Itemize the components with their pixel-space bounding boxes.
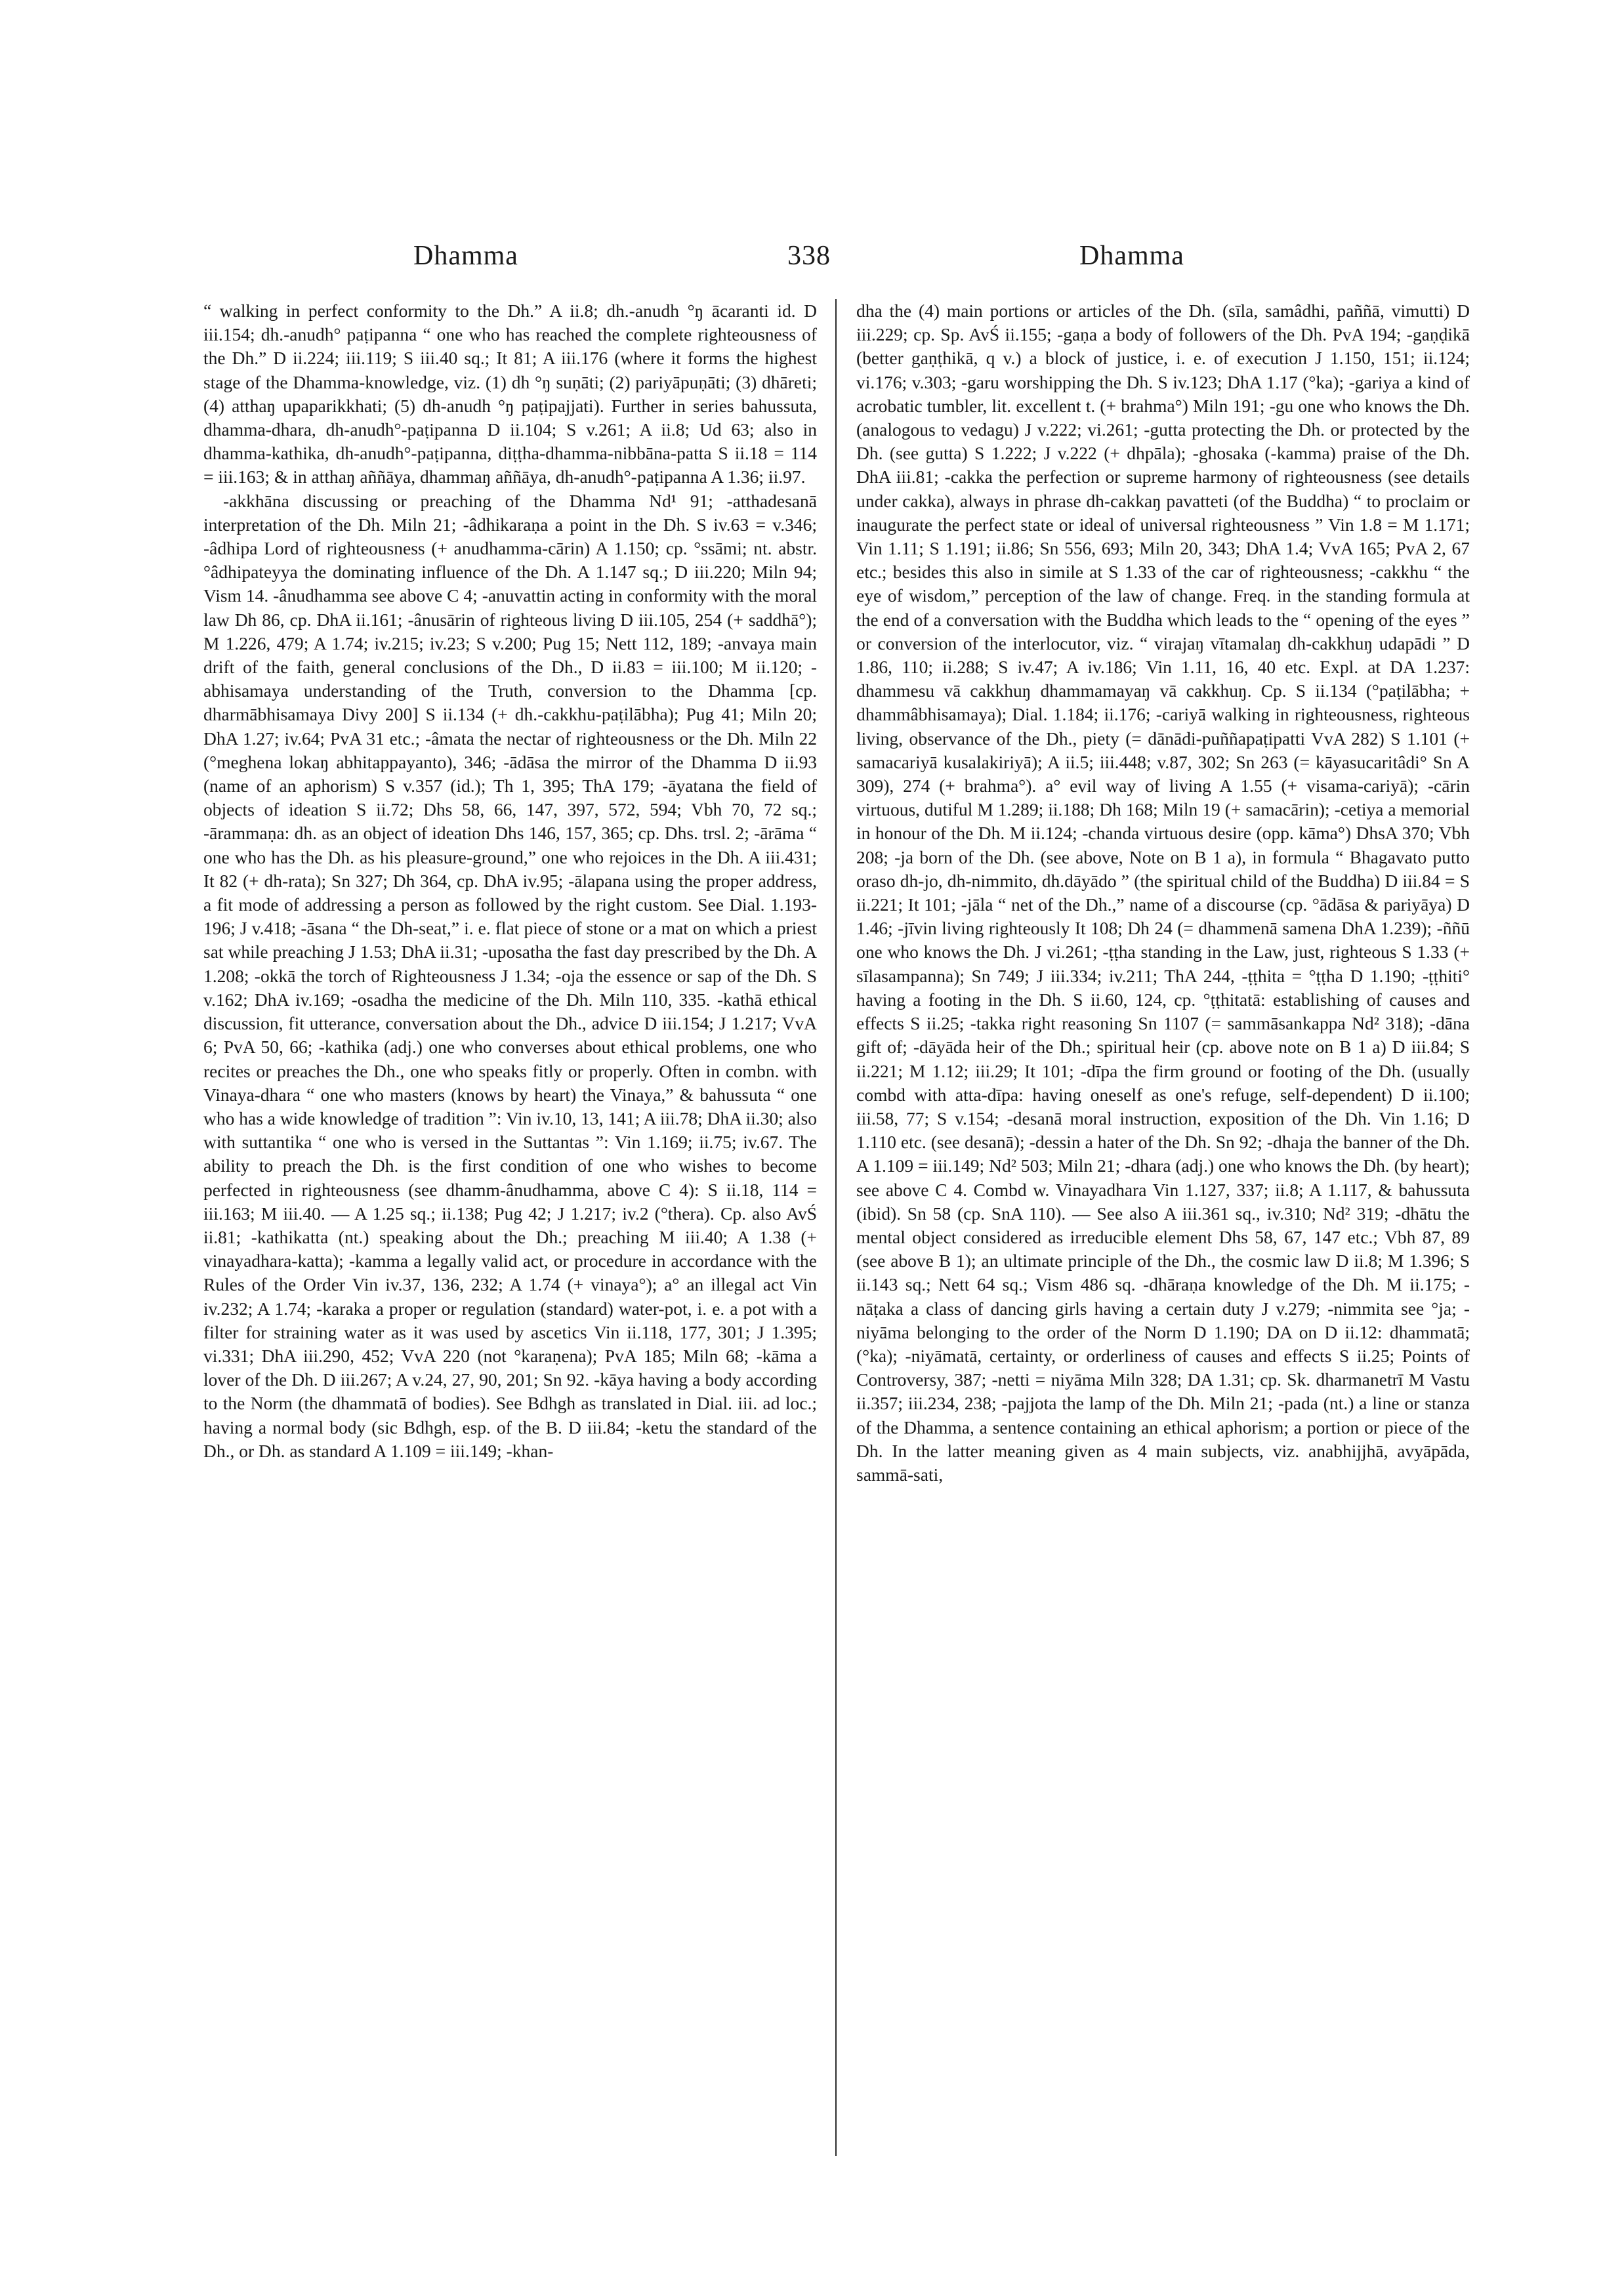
column-divider bbox=[835, 299, 837, 2156]
left-column bbox=[203, 299, 817, 1463]
right-running-head: Dhamma bbox=[1079, 241, 1184, 271]
right-column-paragraph: dha the (4) main portions or articles of the Dh. (sīla, samâdhi, paññā, vimutti) D iii.229; cp. Sp. AvŚ ii.155; -gaṇa a body of followers of the Dh. PvA 194; -gaṇḍikā (better gaṇṭhikā, q v.) a block of justice, i. e. of execution J 1.150, 151; ii.124; vi.176; v.303; -garu worshipping the Dh. S iv.123; DhA 1.17 (°ka); -gariya a kind of acrobatic tumbler, lit. excellent t. (+ brahma°) Miln 191; -gu one who knows the Dh. (analogous to vedagu) J v.222; vi.261; -gutta protecting the Dh. or protected by the Dh. (see gutta) S 1.222; J v.222 (+ dhpāla); -ghosaka (-kamma) praise of the Dh. DhA iii.81; -cakka the perfection or supreme harmony of righteousness (see details under cakka), always in phrase dh-cakkaŋ pavatteti (of the Buddha) “ to proclaim or inaugurate the perfect state or ideal of universal righteousness ” Vin 1.8 = M 1.171; Vin 1.11; S 1.191; ii.86; Sn 556, 693; Miln 20, 343; DhA 1.4; VvA 165; PvA 2, 67 etc.; besides this also in simile at S 1.33 of the car of righteousness; -cakkhu “ the eye of wisdom,” perception of the law of change. Freq. in the standing formula at the end of a conversation with the Buddha which leads to the “ opening of the eyes ” or conversion of the interlocutor, viz. “ virajaŋ vītamalaŋ dh-cakkhuŋ udapādi ” D 1.86, 110; ii.288; S iv.47; A iv.186; Vin 1.11, 16, 40 etc. Expl. at DA 1.237: dhammesu vā cakkhuŋ dhammamayaŋ vā cakkhuŋ. Cp. S ii.134 (°paṭilābha; + dhammâbhisamaya); Dial. 1.184; ii.176; -cariyā walking in righteousness, righteous living, observance of the Dh., piety (= dānādi-puññapaṭipatti VvA 282) S 1.101 (+ samacariyā kusalakiriyā); A ii.5; iii.448; v.87, 302; Sn 263 (= kāyasucaritâdi° Sn A 309), 274 (+ brahma°). a° evil way of living A 1.55 (+ visama-cariyā); -cārin virtuous, dutiful M 1.289; ii.188; Dh 168; Miln 19 (+ samacārin); -cetiya a memorial in honour of the Dh. M ii.124; -chanda virtuous desire (opp. kāma°) DhsA 370; Vbh 208; -ja born of the Dh. (see above, Note on B 1 a), in formula “ Bhagavato putto oraso dh-jo, dh-nimmito, dh.dāyādo ” (the spiritual child of the Buddha) D iii.84 = S ii.221; It 101; -jāla “ net of the Dh.,” name of a discourse (cp. °ādāsa & pariyāya) D 1.46; -jīvin living righteously It 108; Dh 24 (= dhammenā samena DhA 1.239); -ññū one who knows the Dh. J vi.261; -ṭṭha standing in the Law, just, righteous S 1.33 (+ sīlasampanna); Sn 749; J iii.334; iv.211; ThA 244, -ṭṭhita = °ṭṭha D 1.190; -ṭṭhiti° having a footing in the Dh. S ii.60, 124, cp. °ṭṭhitatā: establishing of causes and effects S ii.25; -takka right reasoning Sn 1107 (= sammāsankappa Nd² 318); -dāna gift of; -dāyāda heir of the Dh.; spiritual heir (cp. above note on B 1 a) D iii.84; S ii.221; M 1.12; iii.29; It 101; -dīpa the firm ground or footing of the Dh. (usually combd with atta-dīpa: having oneself as one's refuge, self-dependent) D ii.100; iii.58, 77; S v.154; -desanā moral instruction, exposition of the Dh. Vin 1.16; D 1.110 etc. (see desanā); -dessin a hater of the Dh. Sn 92; -dhaja the banner of the Dh. A 1.109 = iii.149; Nd² 503; Miln 21; -dhara (adj.) one who knows the Dh. (by heart); see above C 4. Combd w. Vinayadhara Vin 1.127, 337; ii.8; A 1.117, & bahussuta (ibid). Sn 58 (cp. SnA 110). — See also A iii.361 sq., iv.310; Nd² 319; -dhātu the mental object considered as irreducible element Dhs 58, 67, 147 etc.; Vbh 87, 89 (see above B 1); an ultimate principle of the Dh., the cosmic law D ii.8; M 1.396; S ii.143 sq.; Nett 64 sq.; Vism 486 sq. -dhāraṇa knowledge of the Dh. M ii.175; -nāṭaka a class of dancing girls having a certain duty J v.279; -nimmita see °ja; -niyāma belonging to the order of the Norm D 1.190; DA on D ii.12: dhammatā; (°ka); -niyāmatā, certainty, or orderliness of causes and effects S ii.25; Points of Controversy, 387; -netti = niyāma Miln 328; DA 1.31; cp. Sk. dharmanetrī M Vastu ii.357; iii.234, 238; -pajjota the lamp of the Dh. Miln 21; -pada (nt.) a line or stanza of the Dhamma, a sentence containing an ethical aphorism; a portion or piece of the Dh. In the latter meaning given as 4 main subjects, viz. anabhijjhā, avyāpāda, sammā-sati, bbox=[856, 300, 1470, 1485]
left-column-paragraph: -akkhāna discussing or preaching of the Dhamma Nd¹ 91; -atthadesanā interpretation of the Dh. Miln 21; -âdhikaraṇa a point in the Dh. S iv.63 = v.346; -âdhipa Lord of righteousness (+ anudhamma-cārin) A 1.150; cp. °ssāmi; nt. abstr. °âdhipateyya the dominating influence of the Dh. A 1.147 sq.; D iii.220; Miln 94; Vism 14. -ânudhamma see above C 4; -anuvattin acting in conformity with the moral law Dh 86, cp. DhA ii.161; -ânusārin of righteous living D iii.105, 254 (+ saddhā°); M 1.226, 479; A 1.74; iv.215; iv.23; S v.200; Pug 15; Nett 112, 189; -anvaya main drift of the faith, general conclusions of the Dh., D ii.83 = iii.100; M ii.120; -abhisamaya understanding of the Truth, conversion to the Dhamma [cp. dharmābhisamaya Divy 200] S ii.134 (+ dh.-cakkhu-paṭilābha); Pug 41; Miln 20; DhA 1.27; iv.64; PvA 31 etc.; -âmata the nectar of righteousness or the Dh. Miln 22 (°meghena lokaŋ abhitappayanto), 346; -ādāsa the mirror of the Dhamma D ii.93 (name of an aphorism) S v.357 (id.); Th 1, 395; ThA 179; -āyatana the field of objects of ideation S ii.72; Dhs 58, 66, 147, 397, 572, 594; Vbh 70, 72 sq.; -ārammaṇa: dh. as an object of ideation Dhs 146, 157, 365; cp. Dhs. trsl. 2; -ārāma “ one who has the Dh. as his pleasure-ground,” one who rejoices in the Dh. A iii.431; It 82 (+ dh-rata); Sn 327; Dh 364, cp. DhA iv.95; -ālapana using the proper address, a fit mode of addressing a person as followed by the right custom. See Dial. 1.193-196; J v.418; -āsana “ the Dh-seat,” i. e. flat piece of stone or a mat on which a priest sat while preaching J 1.53; DhA ii.31; -uposatha the fast day prescribed by the Dh. A 1.208; -okkā the torch of Righteousness J 1.34; -oja the essence or sap of the Dh. S v.162; DhA iv.169; -osadha the medicine of the Dh. Miln 110, 335. -kathā ethical discussion, fit utterance, conversation about the Dh., advice D iii.154; J 1.217; VvA 6; PvA 50, 66; -kathika (adj.) one who converses about ethical problems, one who recites or preaches the Dh., one who speaks fitly or properly. Often in combn. with Vinaya-dhara “ one who masters (knows by heart) the Vinaya,” & bahussuta “ one who has a wide knowledge of tradition ”: Vin iv.10, 13, 141; A iii.78; DhA ii.30; also with suttantika “ one who is versed in the Suttantas ”: Vin 1.169; ii.75; iv.67. The ability to preach the Dh. is the first condition of one who wishes to become perfected in righteousness (see dhamm-ânudhamma, above C 4): S ii.18, 114 = iii.163; M iii.40. — A 1.25 sq.; ii.138; Pug 42; J 1.217; iv.2 (°thera). Cp. also AvŚ ii.81; -kathikatta (nt.) speaking about the Dh.; preaching M iii.40; A 1.38 (+ vinayadhara-katta); -kamma a legally valid act, or procedure in accordance with the Rules of the Order Vin iv.37, 136, 232; A 1.74 (+ vinaya°); a° an illegal act Vin iv.232; A 1.74; -karaka a proper or regulation (standard) water-pot, i. e. a pot with a filter for straining water as it was used by ascetics Vin ii.118, 177, 301; J 1.395; vi.331; DhA iii.290, 452; VvA 220 (not °karaṇena); PvA 185; Miln 68; -kāma a lover of the Dh. D iii.267; A v.24, 27, 90, 201; Sn 92. -kāya having a body according to the Norm (the dhammatā of bodies). See Bdhgh as translated in Dial. iii. ad loc.; having a normal body (sic Bdhgh, esp. of the B. D iii.84; -ketu the standard of the Dh., or Dh. as standard A 1.109 = iii.149; -khan- bbox=[203, 490, 817, 1461]
left-running-head: Dhamma bbox=[413, 241, 518, 271]
left-column-paragraph: “ walking in perfect conformity to the Dh.” A ii.8; dh.-anudh °ŋ ācaranti id. D iii.154; dh.-anudh° paṭipanna “ one who has reached the complete righteousness of the Dh.” D ii.224; iii.119; S iii.40 sq.; It 81; A iii.176 (where it forms the highest stage of the Dhamma-knowledge, viz. (1) dh °ŋ suṇāti; (2) pariyāpuṇāti; (3) dhāreti; (4) atthaŋ upaparikkhati; (5) dh-anudh °ŋ paṭipajjati). Further in series bahussuta, dhamma-dhara, dh-anudh°-paṭipanna D ii.104; S v.261; A ii.8; Ud 63; also in dhamma-kathika, dh-anudh°-paṭipanna, diṭṭha-dhamma-nibbāna-patta S ii.18 = 114 = iii.163; & in atthaŋ aññāya, dhammaŋ aññāya, dh-anudh°-paṭipanna A 1.36; ii.97. bbox=[203, 300, 817, 487]
right-column bbox=[856, 299, 1470, 1487]
page-header bbox=[203, 236, 1444, 276]
page-number: 338 bbox=[787, 241, 831, 271]
